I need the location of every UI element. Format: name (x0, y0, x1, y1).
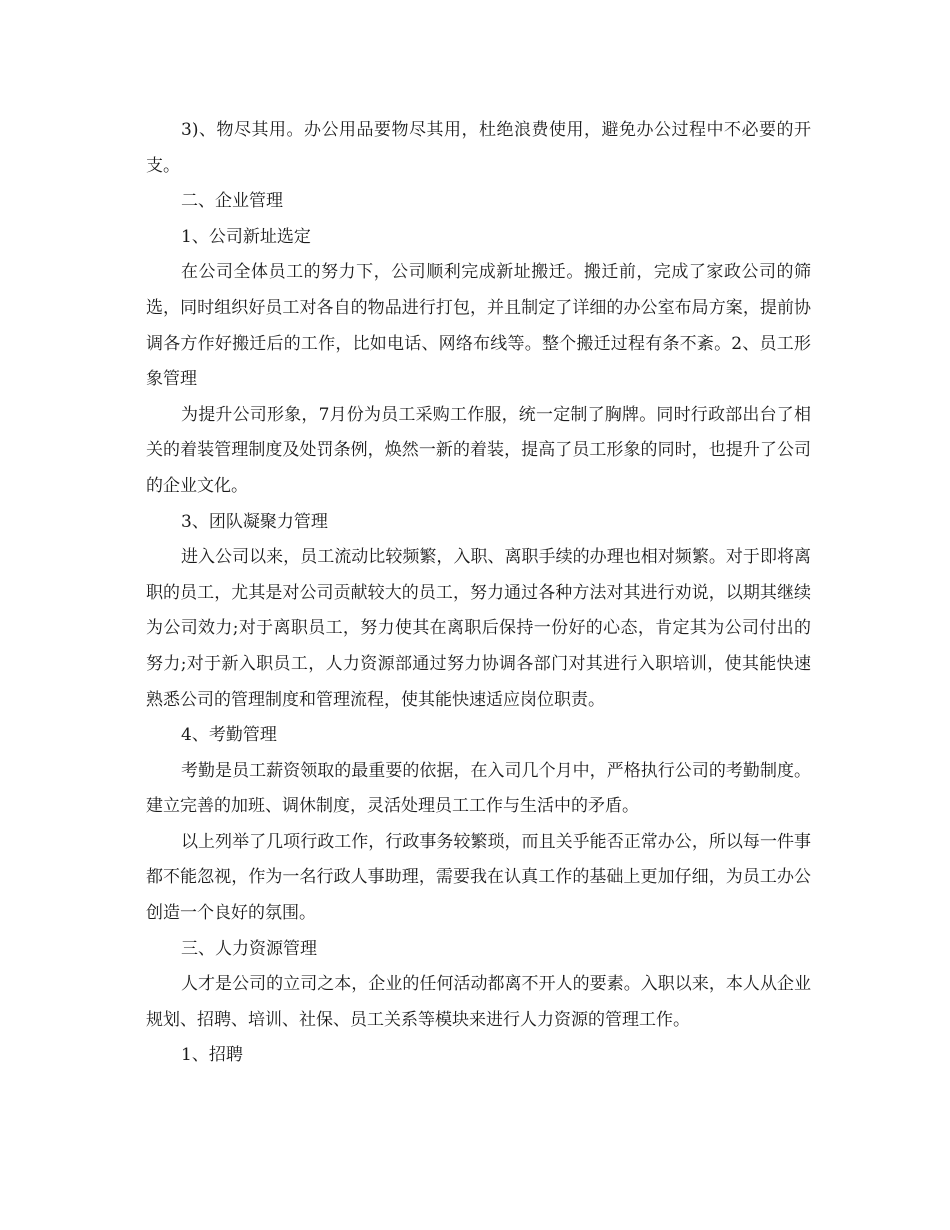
heading-attendance: 4、考勤管理 (181, 725, 277, 746)
heading-recruitment: 1、招聘 (181, 1045, 243, 1066)
paragraph-hr-intro: 人才是公司的立司之本，企业的任何活动都离不开人的要素。入职以来，本人从企业规划、招聘、培训、社保、员工关系等模块来进行人力资源的管理工作。 (146, 974, 811, 1030)
paragraph-employee-image: 为提升公司形象，7月份为员工采购工作服，统一定制了胸牌。同时行政部出台了相关的着装管理制度及处罚条例，焕然一新的着装，提高了员工形象的同时，也提升了公司的企业文化。 (146, 404, 811, 496)
paragraph-team-cohesion: 进入公司以来，员工流动比较频繁，入职、离职手续的办理也相对频繁。对于即将离职的员工，尤其是对公司贡献较大的员工，努力通过各种方法对其进行劝说，以期其继续为公司效力;对于离职员工，努力使其在离职后保持一份好的心态，肯定其为公司付出的努力;对于新入职员工，人力资源部通过努力协调各部门对其进行入职培训，使其能快速熟悉公司的管理制度和管理流程，使其能快速适应岗位职责。 (146, 547, 811, 710)
heading-hr-management: 三、人力资源管理 (181, 938, 317, 959)
paragraph-office-supplies: 3)、物尽其用。办公用品要物尽其用，杜绝浪费使用，避免办公过程中不必要的开支。 (146, 120, 811, 176)
heading-enterprise-management: 二、企业管理 (181, 191, 283, 212)
paragraph-relocation: 在公司全体员工的努力下，公司顺利完成新址搬迁。搬迁前，完成了家政公司的筛选，同时组织好员工对各自的物品进行打包，并且制定了详细的办公室布局方案，提前协调各方作好搬迁后的工作，比如电话、网络布线等。整个搬迁过程有条不紊。2、员工形象管理 (146, 262, 811, 390)
paragraph-admin-summary: 以上列举了几项行政工作，行政事务较繁琐，而且关乎能否正常办公，所以每一件事都不能忽视，作为一名行政人事助理，需要我在认真工作的基础上更加仔细，为员工办公创造一个良好的氛围。 (146, 831, 811, 924)
heading-new-site-selection: 1、公司新址选定 (181, 226, 311, 247)
heading-team-cohesion: 3、团队凝聚力管理 (181, 511, 328, 532)
document-body (146, 113, 811, 1074)
paragraph-attendance: 考勤是员工薪资领取的最重要的依据，在入司几个月中，严格执行公司的考勤制度。建立完善的加班、调休制度，灵活处理员工工作与生活中的矛盾。 (146, 760, 811, 817)
